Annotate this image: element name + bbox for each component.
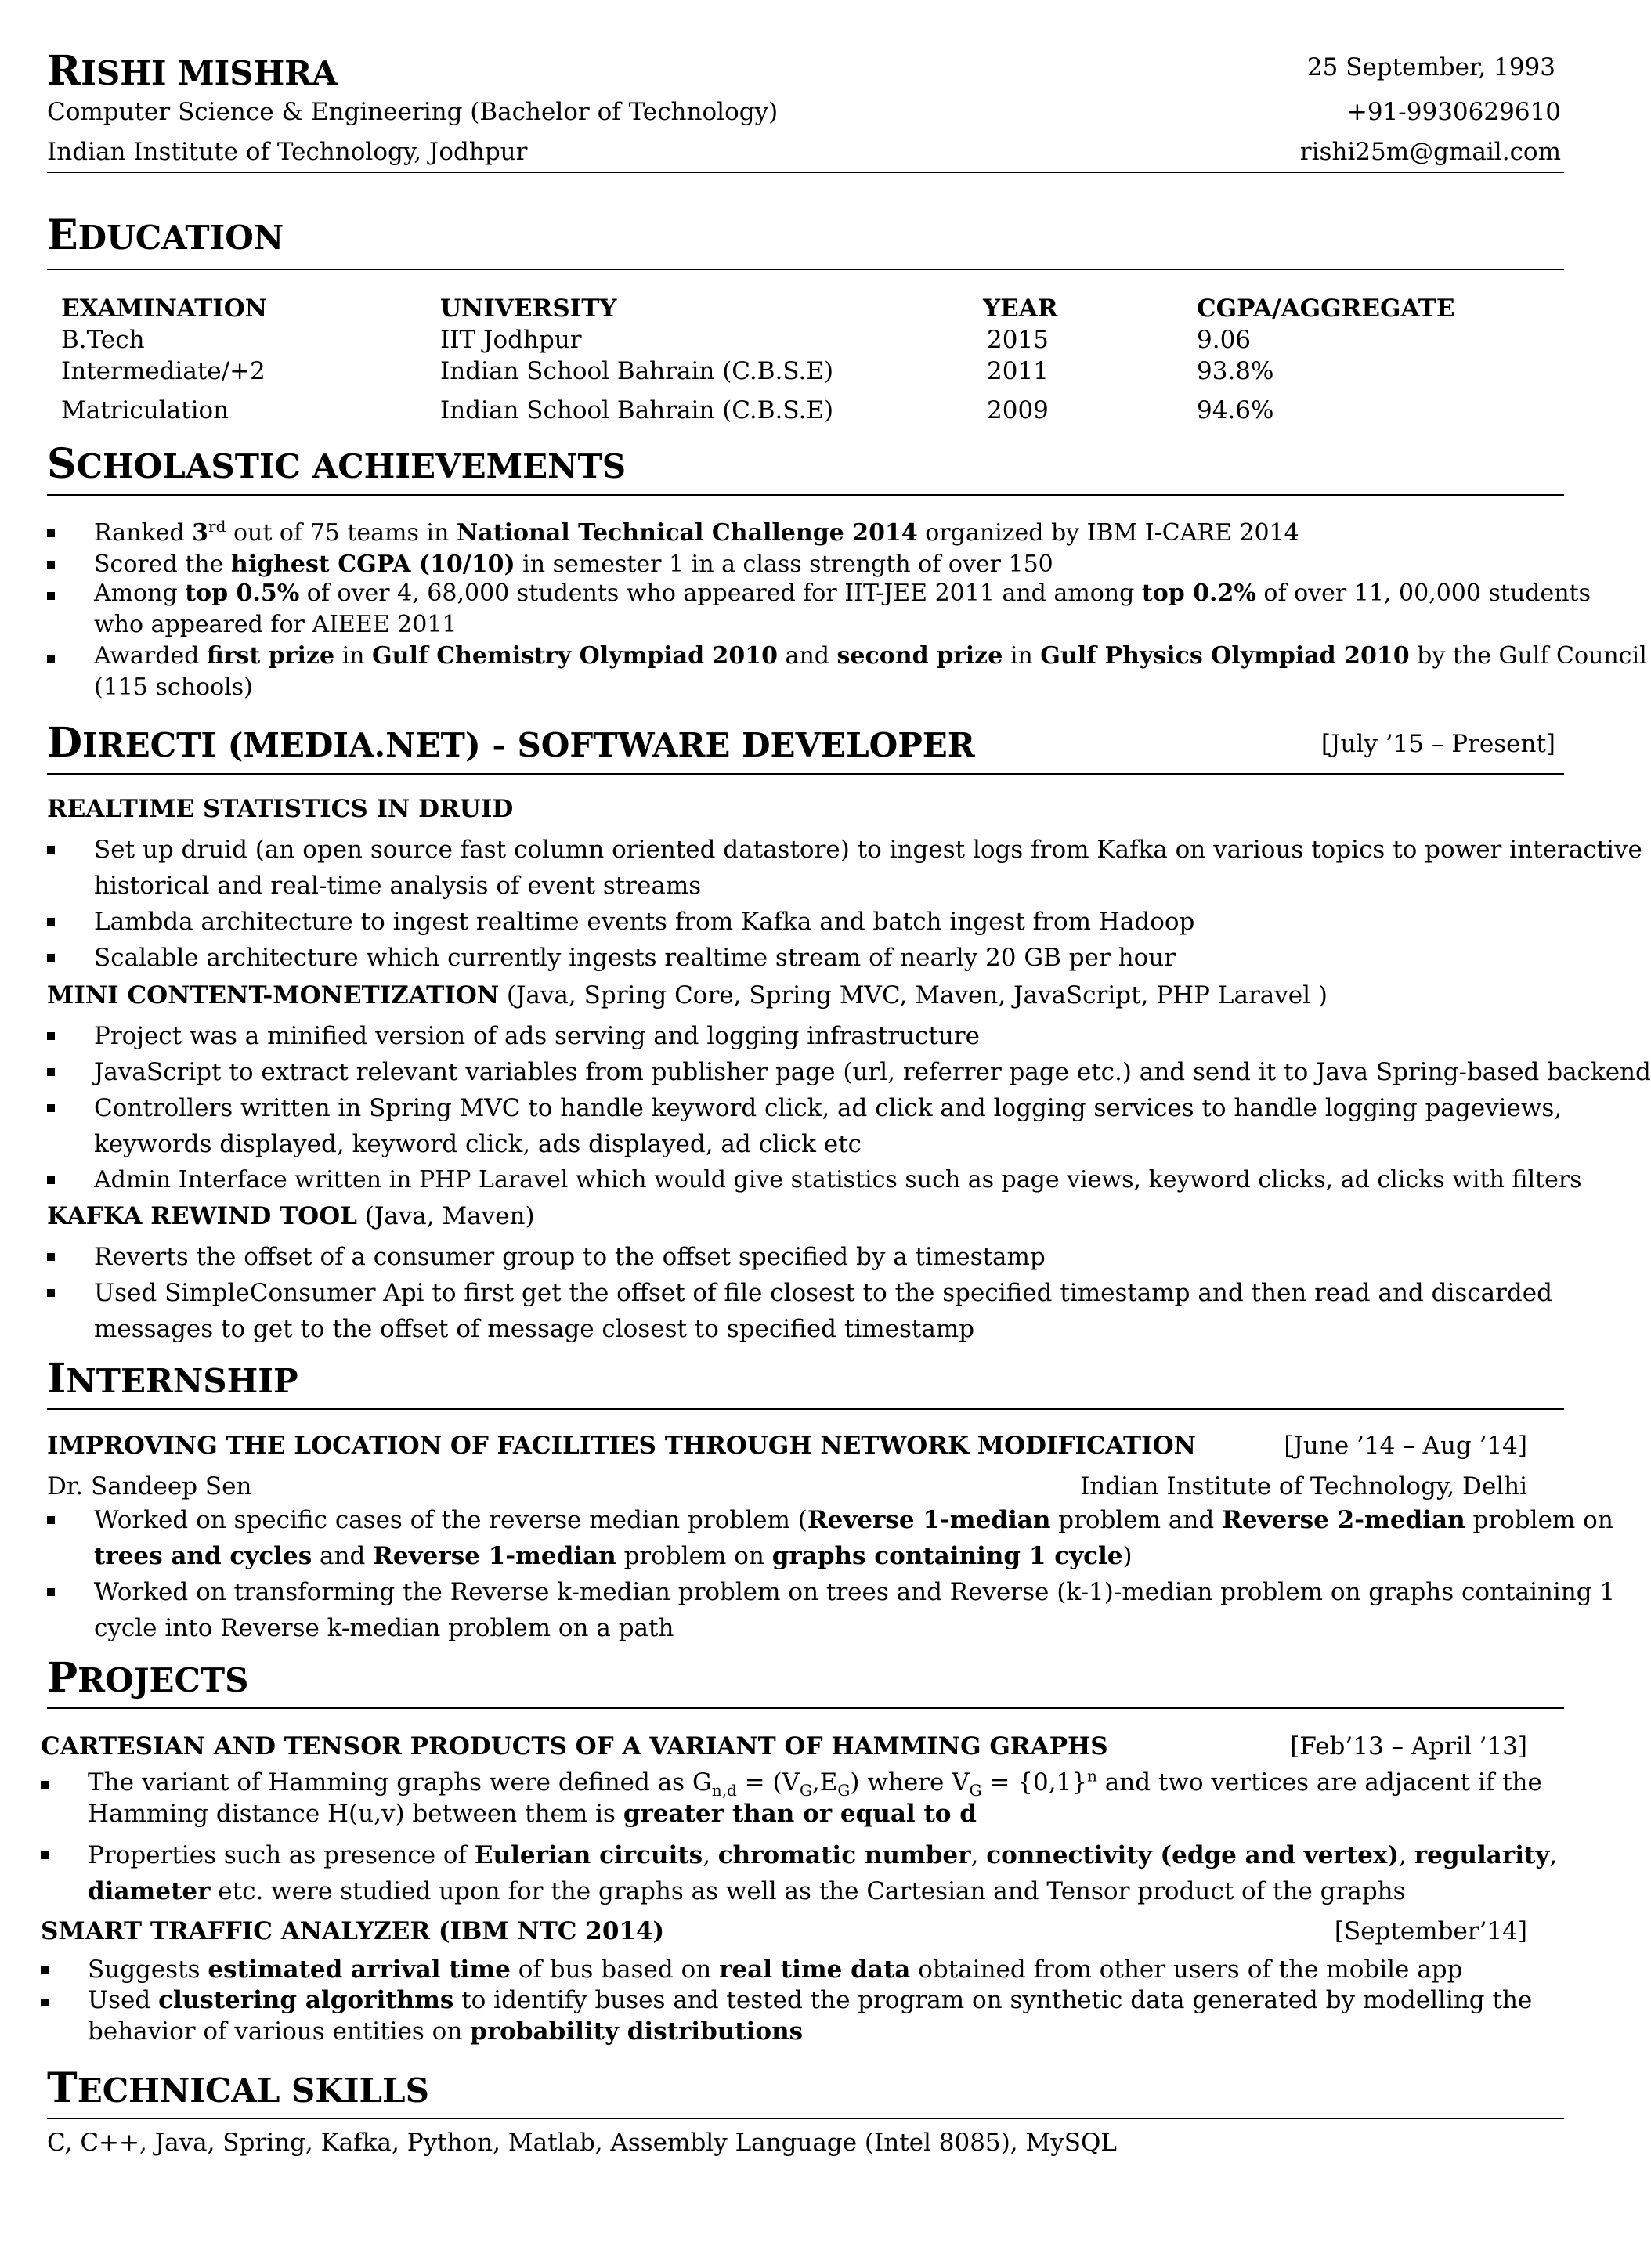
- table-cell: Indian School Bahrain (C.B.S.E): [440, 357, 834, 385]
- bullet-icon: [47, 592, 55, 600]
- table-cell: IIT Jodhpur: [440, 326, 582, 354]
- section-divider: [47, 1707, 1564, 1709]
- bullet-icon: [47, 655, 55, 663]
- section-title-skills: TECHNICAL SKILLS: [47, 2064, 429, 2112]
- internship-dates: [June ’14 – Aug ’14]: [1284, 1432, 1527, 1460]
- project-title: SMART TRAFFIC ANALYZER (IBM NTC 2014): [41, 1917, 665, 1945]
- table-cell: 2015: [987, 326, 1049, 354]
- mentor: Dr. Sandeep Sen: [47, 1472, 252, 1501]
- organization: Indian Institute of Technology, Delhi: [1080, 1472, 1527, 1501]
- section-title-education: EDUCATION: [47, 211, 284, 259]
- bullet-icon: [47, 1253, 55, 1261]
- section-divider: [47, 269, 1564, 270]
- bullet-icon: [47, 954, 55, 962]
- bullet-icon: [41, 1781, 49, 1789]
- bullet-icon: [47, 1032, 55, 1040]
- table-cell: 9.06: [1197, 326, 1252, 354]
- table-cell: B.Tech: [61, 326, 145, 354]
- section-divider: [47, 1408, 1564, 1410]
- bullet-icon: [47, 918, 55, 926]
- bullet-icon: [47, 1588, 55, 1596]
- table-header: UNIVERSITY: [440, 294, 617, 323]
- bullet-icon: [47, 1289, 55, 1297]
- resume-page: RISHI MISHRA 25 September, 1993 Computer Science & Engineering (Bachelor of Technology) +91-9930629610 Indian Institute of Technology, Jodhpur rishi25m@gmail.com EDUCATION EXAMINATION UNIVERSITY YEAR CGPA/AGGREGATE B.Tech IIT Jodhpur 2015 9.06 Intermediate/+2 Indian School Bahrain (C.B.S.E) 2011 93.8% Matriculation Indian School Bahrain (C.B.S.E) 2009 94.6% SCHOLASTIC ACHIEVEMENTS Ranked 3rd out of 75 teams in National Technical Challenge 2014 organized by IBM I-CARE 2014 Scored the highest CGPA (10/10) in semester 1 in a class strength of over 150 Among top 0.5% of over 4, 68,000 students who appeared for IIT-JEE 2011 and among top 0.2% of over 11, 00,000 students who appeared for AIEEE 2011 Awarded first prize in Gulf Chemistry Olympiad 2010 and second prize in Gulf Physics Olympiad 2010 by the Gulf Council (115 schools) DIRECTI (MEDIA.NET) - SOFTWARE DEVELOPER [July ’15 – Present] REALTIME STATISTICS IN DRUID Set up druid (an open source fast column oriented datastore) to ingest logs from Kafka on various topics to power interactive historical and real-time analysis of event streams Lambda architecture to ingest realtime events from Kafka and batch ingest from Hadoop Scalable architecture which currently ingests realtime stream of nearly 20 GB per hour MINI CONTENT-MONETIZATION (Java, Spring Core, Spring MVC, Maven, JavaScript, PHP Laravel ) Project was a minified version of ads serving and logging infrastructure JavaScript to extract relevant variables from publisher page (url, referrer page etc.) and send it to Java Spring-based backend Controllers written in Spring MVC to handle keyword click, ad click and logging services to handle logging pageviews, keywords displayed, keyword click, ads displayed, ad click etc Admin Interface written in PHP Laravel which would give statistics such as page views, keyword clicks, ad clicks with filters KAFKA REWIND TOOL (Java, Maven) Reverts the offset of a consumer group to the offset specified by a timestamp Used SimpleConsumer Api to first get the offset of file closest to the specified timestamp and then read and discarded messages to get to the offset of message closest to specified timestamp INTERNSHIP IMPROVING THE LOCATION OF FACILITIES THROUGH NETWORK MODIFICATION [June ’14 – Aug ’14] Dr. Sandeep Sen Indian Institute of Technology, Delhi Worked on specific cases of the reverse median problem (Reverse 1-median problem and Reverse 2-median problem on trees and cycles and Reverse 1-median problem on graphs containing 1 cycle) Worked on transforming the Reverse k-median problem on trees and Reverse (k-1)-median problem on graphs containing 1 cycle into Reverse k-median problem on a path PROJECTS CARTESIAN AND TENSOR PRODUCTS OF A VARIANT OF HAMMING GRAPHS [Feb’13 – April ’13] The variant of Hamming graphs were defined as $G_{n,d} = (V_G,E_G)$ where $V_G = \{0,1\}^n$ and two vertices are adjacent if the Hamming distance H(u,v) between them is greater than or equal to d Properties such as presence of Eulerian circuits, chromatic number, connectivity (edge and vertex), regularity, diameter etc. were studied upon for the graphs as well as the Cartesian and Tensor product of the graphs SMART TRAFFIC ANALYZER (IBM NTC 2014) [September’14] Suggests estimated arrival time of bus based on real time data obtained from other users of the mobile app Used clustering algorithms to identify buses and tested the program on synthetic data generated by modelling the behavior of various entities on probability distributions TECHNICAL SKILLS C, C++, Java, Spring, Kafka, Python, Matlab, Assembly Language (Intel 8085), MySQL: [41, 47, 1651, 2157]
- table-cell: Indian School Bahrain (C.B.S.E): [440, 396, 834, 424]
- section-title-scholastic: SCHOLASTIC ACHIEVEMENTS: [47, 440, 627, 488]
- institute: Indian Institute of Technology, Jodhpur: [47, 138, 528, 166]
- date-of-birth: 25 September, 1993: [1306, 53, 1555, 81]
- section-title-internship: INTERNSHIP: [47, 1355, 298, 1403]
- section-divider: [47, 2118, 1564, 2119]
- header-divider: [47, 172, 1564, 173]
- bullet-icon: [47, 846, 55, 854]
- project-title: REALTIME STATISTICS IN DRUID: [47, 795, 514, 823]
- table-cell: Intermediate/+2: [61, 357, 266, 385]
- section-divider: [47, 773, 1564, 775]
- skills-list: C, C++, Java, Spring, Kafka, Python, Matlab, Assembly Language (Intel 8085), MySQL: [47, 2129, 1117, 2157]
- phone: +91-9930629610: [1346, 98, 1561, 126]
- section-title-directi: DIRECTI (MEDIA.NET) - SOFTWARE DEVELOPER: [47, 719, 975, 767]
- table-cell: 2011: [987, 357, 1049, 385]
- project-dates: [September’14]: [1334, 1917, 1527, 1945]
- bullet-icon: [41, 1966, 49, 1974]
- bullet-icon: [47, 561, 55, 569]
- bullet-icon: [47, 1104, 55, 1112]
- job-dates: [July ’15 – Present]: [1320, 730, 1555, 758]
- table-header: EXAMINATION: [61, 294, 268, 323]
- table-cell: 93.8%: [1197, 357, 1274, 385]
- bullet-icon: [47, 1516, 55, 1524]
- section-divider: [47, 494, 1564, 496]
- project-title: MINI CONTENT-MONETIZATION (Java, Spring Core, Spring MVC, Maven, JavaScript, PHP Laravel ): [47, 981, 1328, 1009]
- project-title: CARTESIAN AND TENSOR PRODUCTS OF A VARIANT OF HAMMING GRAPHS: [41, 1732, 1108, 1761]
- bullet-icon: [47, 1068, 55, 1076]
- bullet-icon: [41, 1999, 49, 2006]
- email: rishi25m@gmail.com: [1299, 138, 1561, 166]
- table-cell: Matriculation: [61, 396, 229, 424]
- table-cell: 2009: [987, 396, 1049, 424]
- project-title: KAFKA REWIND TOOL (Java, Maven): [47, 1202, 535, 1230]
- bullet-icon: [47, 529, 55, 537]
- candidate-name: RISHI MISHRA: [47, 47, 338, 95]
- table-cell: 94.6%: [1197, 396, 1274, 424]
- section-title-projects: PROJECTS: [47, 1654, 249, 1702]
- project-title: IMPROVING THE LOCATION OF FACILITIES THROUGH NETWORK MODIFICATION: [47, 1432, 1196, 1460]
- table-header: YEAR: [983, 294, 1058, 323]
- bullet-icon: [47, 1176, 55, 1184]
- table-header: CGPA/AGGREGATE: [1197, 294, 1455, 323]
- degree: Computer Science & Engineering (Bachelor of Technology): [47, 98, 779, 126]
- bullet-icon: [41, 1851, 49, 1859]
- project-dates: [Feb’13 – April ’13]: [1290, 1732, 1527, 1761]
